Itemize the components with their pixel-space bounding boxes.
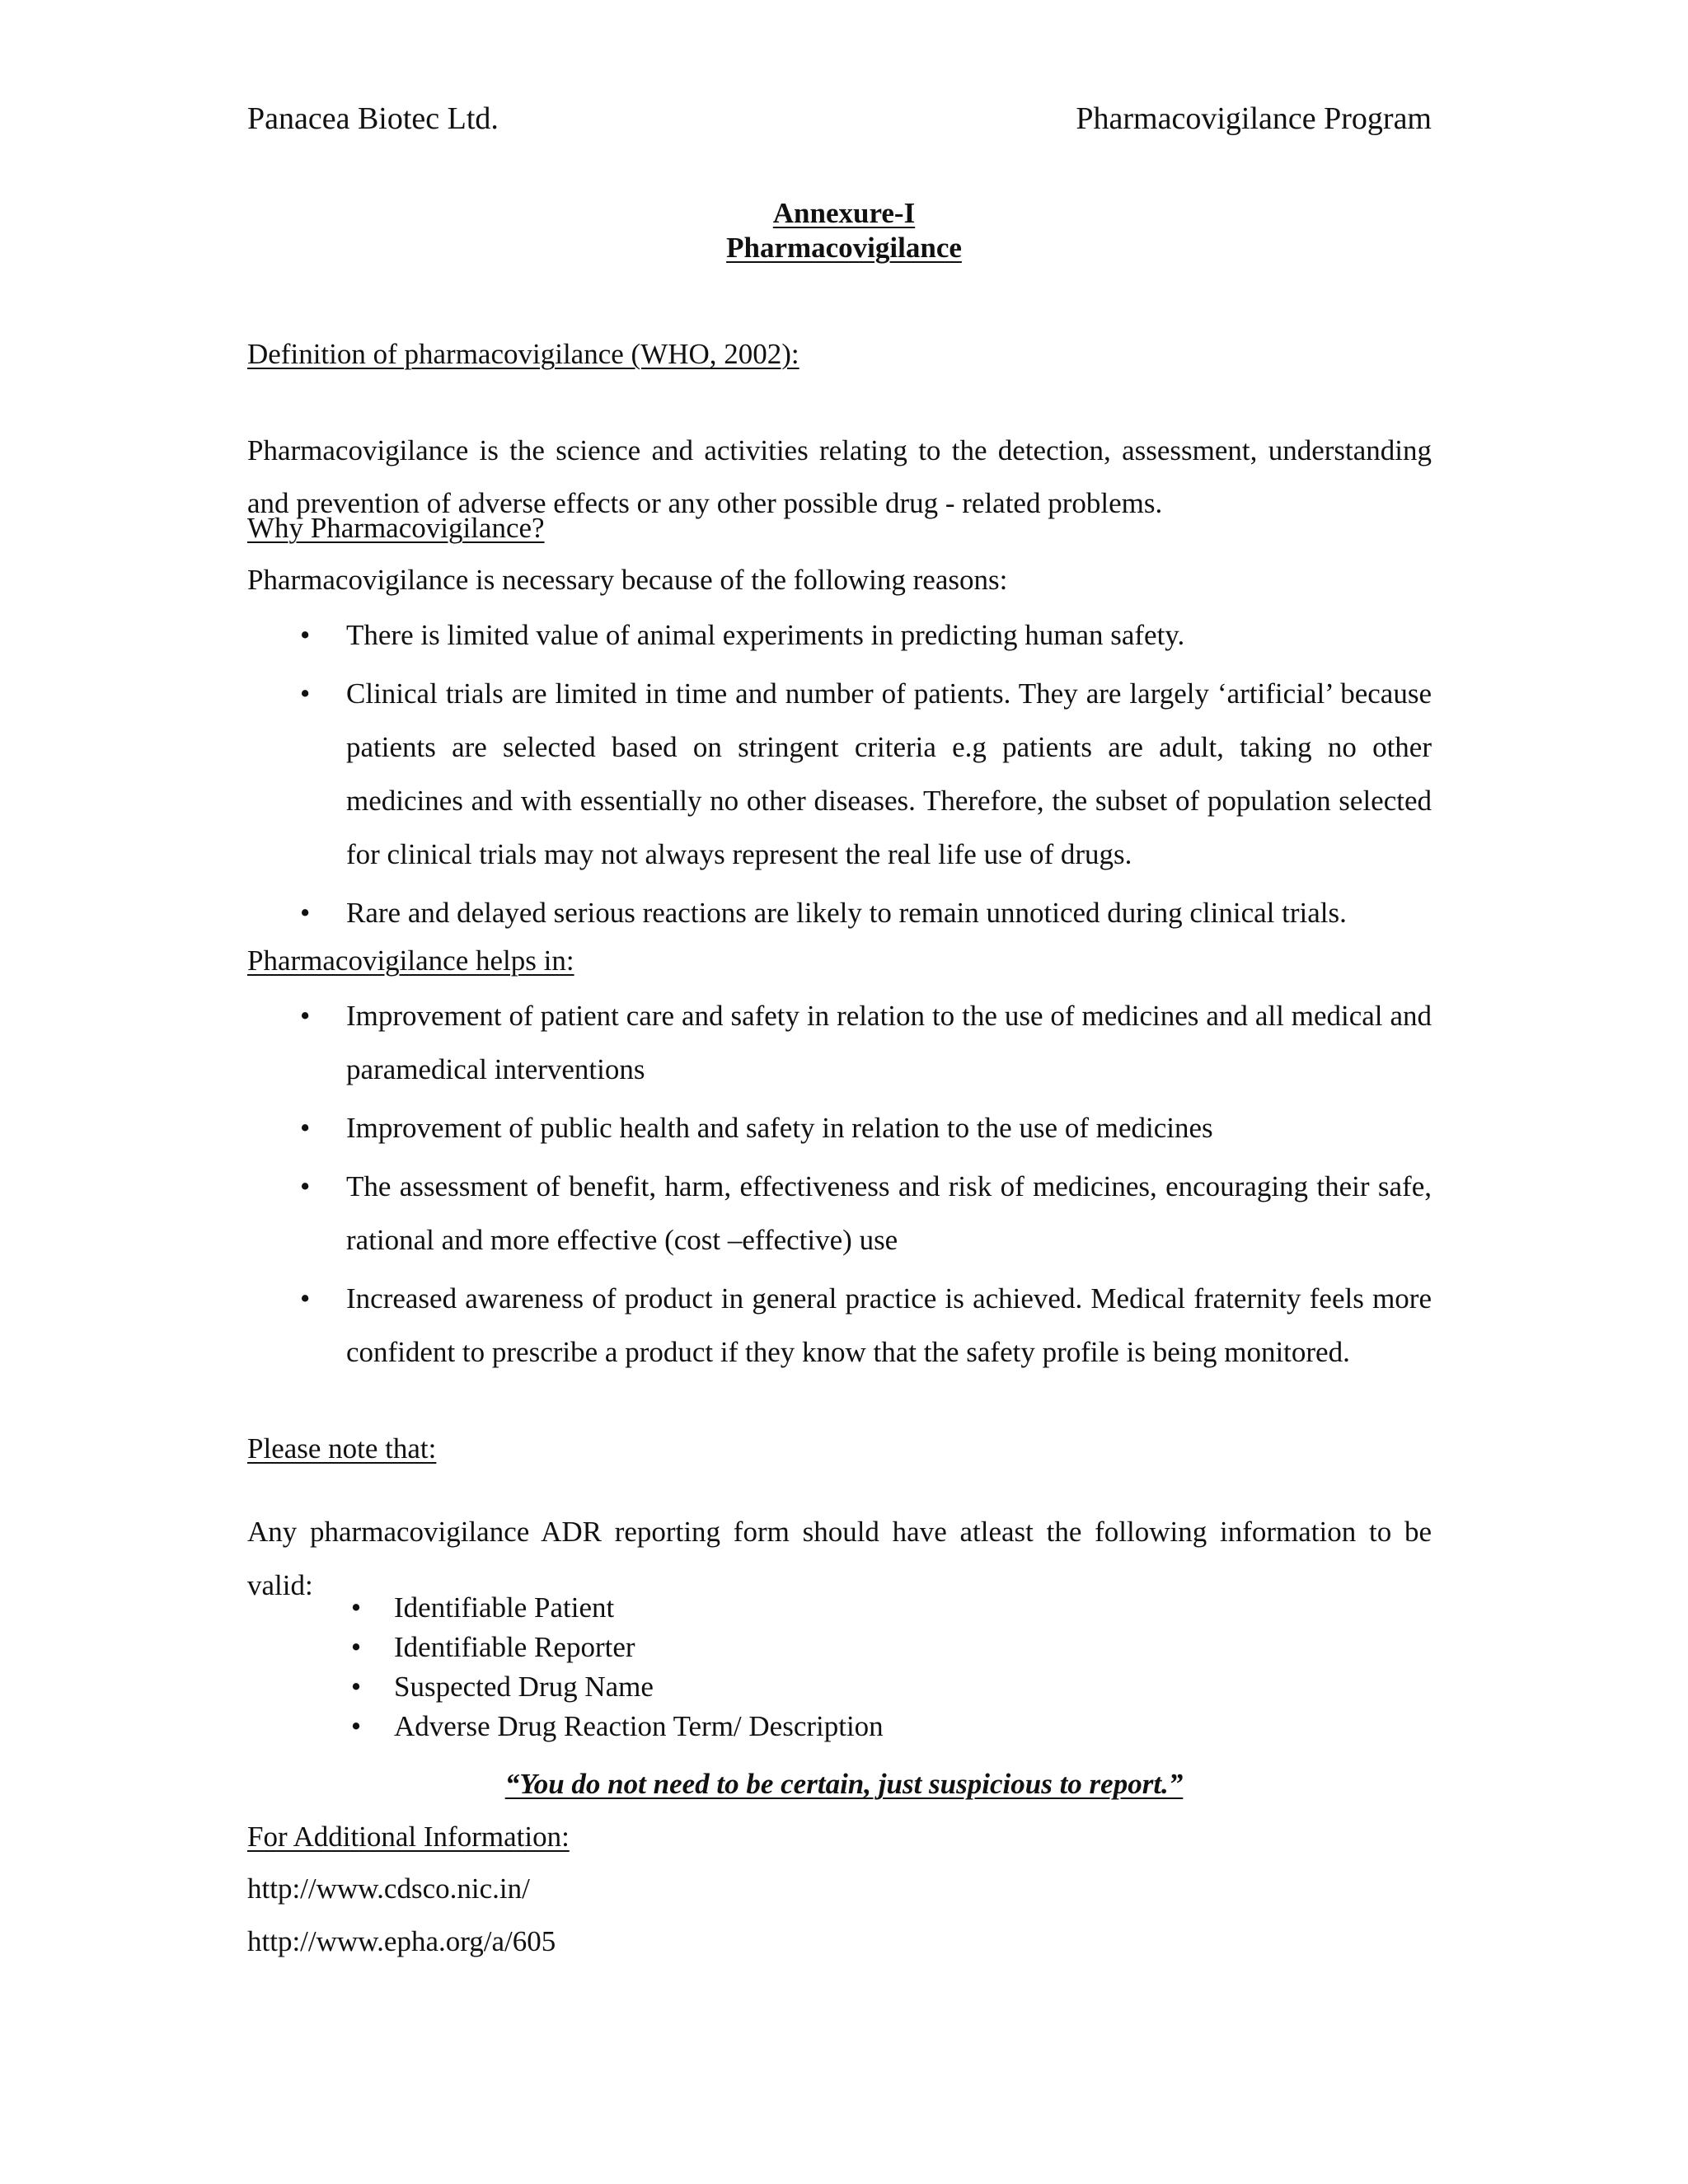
definition-heading: Definition of pharmacovigilance (WHO, 2002):: [247, 338, 799, 370]
bullet-icon: [300, 1101, 316, 1155]
bullet-icon: [300, 989, 316, 1043]
note-heading: Please note that:: [247, 1432, 437, 1465]
header-program: Pharmacovigilance Program: [1076, 101, 1432, 136]
title-annexure: Annexure-I: [772, 197, 916, 229]
bullet-icon: [300, 1272, 316, 1325]
bullet-icon: [300, 667, 316, 720]
list-item: • Identifiable Reporter: [394, 1628, 1383, 1667]
list-item: • Identifiable Patient: [394, 1588, 1383, 1628]
definition-text: Pharmacovigilance is the science and activities relating to the detection, assessment, understanding and prevention of adverse effects or any other possible drug - related problems.: [247, 434, 1432, 519]
document-title: [0, 196, 1688, 265]
bullet-icon: [300, 1160, 316, 1213]
list-item: • Suspected Drug Name: [394, 1667, 1383, 1707]
bullet-icon: [300, 886, 316, 940]
header-company: Panacea Biotec Ltd.: [247, 101, 499, 136]
list-item: • There is limited value of animal experiments in predicting human safety.: [346, 608, 1432, 662]
list-item: • The assessment of benefit, harm, effectiveness and risk of medicines, encouraging their safe, rational and more effective (cost –effective) use: [346, 1160, 1432, 1267]
why-intro: Pharmacovigilance is necessary because of the following reasons:: [247, 564, 1008, 596]
list-item: • Increased awareness of product in general practice is achieved. Medical fraternity feels more confident to prescribe a product if they know that the safety profile is being monitored.: [346, 1272, 1432, 1379]
list-item: • Improvement of public health and safety in relation to the use of medicines: [346, 1101, 1432, 1155]
additional-info-heading: For Additional Information:: [247, 1821, 570, 1853]
list-item: • Improvement of patient care and safety in relation to the use of medicines and all medical and paramedical interventions: [346, 989, 1432, 1096]
bullet-icon: [348, 1628, 364, 1667]
link-cdsco[interactable]: http://www.cdsco.nic.in/: [247, 1872, 530, 1905]
bullet-icon: [300, 608, 316, 662]
bullet-icon: [348, 1707, 364, 1746]
list-item: • Adverse Drug Reaction Term/ Description: [394, 1707, 1383, 1746]
bullet-icon: [348, 1588, 364, 1628]
why-list: [346, 608, 1432, 940]
required-info-list: [394, 1588, 1383, 1746]
title-pharmacovigilance: Pharmacovigilance: [726, 232, 962, 264]
list-item: • Clinical trials are limited in time and number of patients. They are largely ‘artificial’ because patients are selected based on stringent criteria e.g patients are adult, taking no other medicines and with essentially no other diseases. Therefore, the subset of population selected for clinical trials may not always represent the real life use of drugs.: [346, 667, 1432, 881]
bullet-icon: [348, 1667, 364, 1707]
reporting-quote: “You do not need to be certain, just suspicious to report.”: [504, 1768, 1184, 1800]
list-item: • Rare and delayed serious reactions are likely to remain unnoticed during clinical trials.: [346, 886, 1432, 940]
helps-heading: Pharmacovigilance helps in:: [247, 944, 574, 977]
note-text: Any pharmacovigilance ADR reporting form should have atleast the following information to be valid:: [247, 1516, 1432, 1601]
link-epha[interactable]: http://www.epha.org/a/605: [247, 1925, 556, 1957]
helps-list: [346, 989, 1432, 1379]
why-heading: Why Pharmacovigilance?: [247, 512, 545, 544]
